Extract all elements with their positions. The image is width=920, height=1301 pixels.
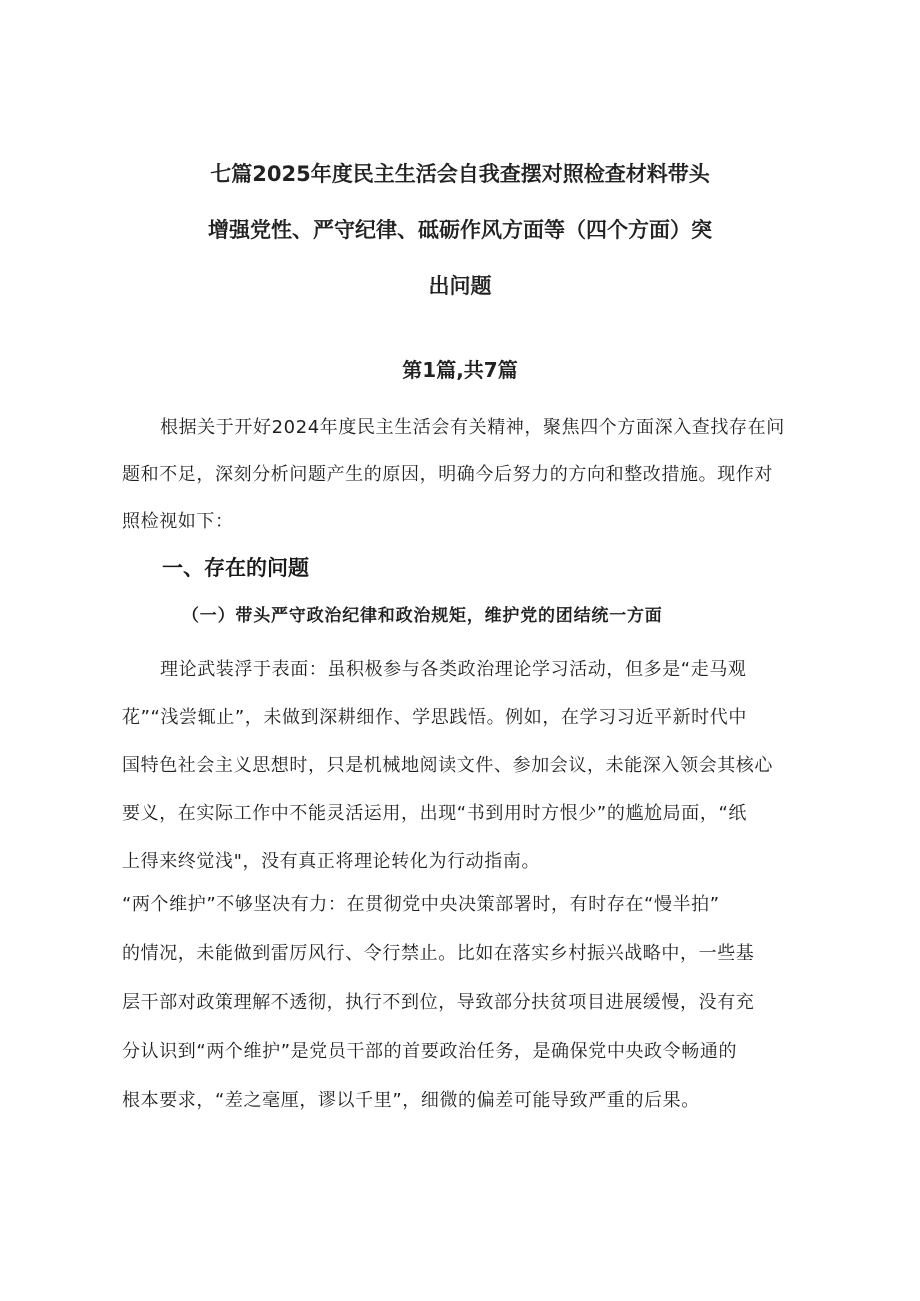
para1-line-1: 理论武装浮于表面：虽积极参与各类政治理论学习活动，但多是“走马观 [160,659,747,680]
document-title [0,146,920,314]
paragraph-theory [122,646,773,886]
title-line-2: 增强党性、严守纪律、砥砺作风方面等（四个方面）突 [208,218,712,242]
section-heading: 一、存在的问题 [162,556,309,580]
para1-line-4: 要义，在实际工作中不能灵活运用，出现“书到用时方恨少”的尴尬局面，“纸 [122,803,747,824]
para1-line-5: 上得来终觉浅"，没有真正将理论转化为行动指南。 [122,851,541,872]
para2-line-1: “两个维护”不够坚决有力：在贯彻党中央决策部署时，有时存在“慢半拍” [122,894,720,915]
title-line-1: 七篇2025年度民主生活会自我查摆对照检查材料带头 [210,162,710,186]
document-subtitle: 第1篇,共7篇 [402,358,518,382]
para2-line-5: 根本要求，“差之毫厘，谬以千里”，细微的偏差可能导致严重的后果。 [122,1090,700,1111]
paragraph-two-safeguards [122,880,754,1125]
para2-line-2: 的情况，未能做到雷厉风行、令行禁止。比如在落实乡村振兴战略中，一些基 [122,943,755,964]
subsection-heading: （一）带头严守政治纪律和政治规矩，维护党的团结统一方面 [182,606,663,626]
intro-line-1: 根据关于开好2024年度民主生活会有关精神，聚焦四个方面深入查找存在问 [160,417,785,438]
intro-line-2: 题和不足，深刻分析问题产生的原因，明确今后努力的方向和整改措施。现作对 [122,464,773,485]
intro-paragraph [122,404,785,545]
para2-line-4: 分认识到“两个维护”是党员干部的首要政治任务，是确保党中央政令畅通的 [122,1041,738,1062]
para2-line-3: 层干部对政策理解不透彻，执行不到位，导致部分扶贫项目进展缓慢，没有充 [122,992,755,1013]
title-line-3: 出问题 [428,274,492,298]
para1-line-2: 花”“浅尝辄止”，未做到深耕细作、学思践悟。例如，在学习习近平新时代中 [122,707,747,728]
intro-line-3: 照检视如下： [122,511,234,532]
para1-line-3: 国特色社会主义思想时，只是机械地阅读文件、参加会议，未能深入领会其核心 [122,755,773,776]
